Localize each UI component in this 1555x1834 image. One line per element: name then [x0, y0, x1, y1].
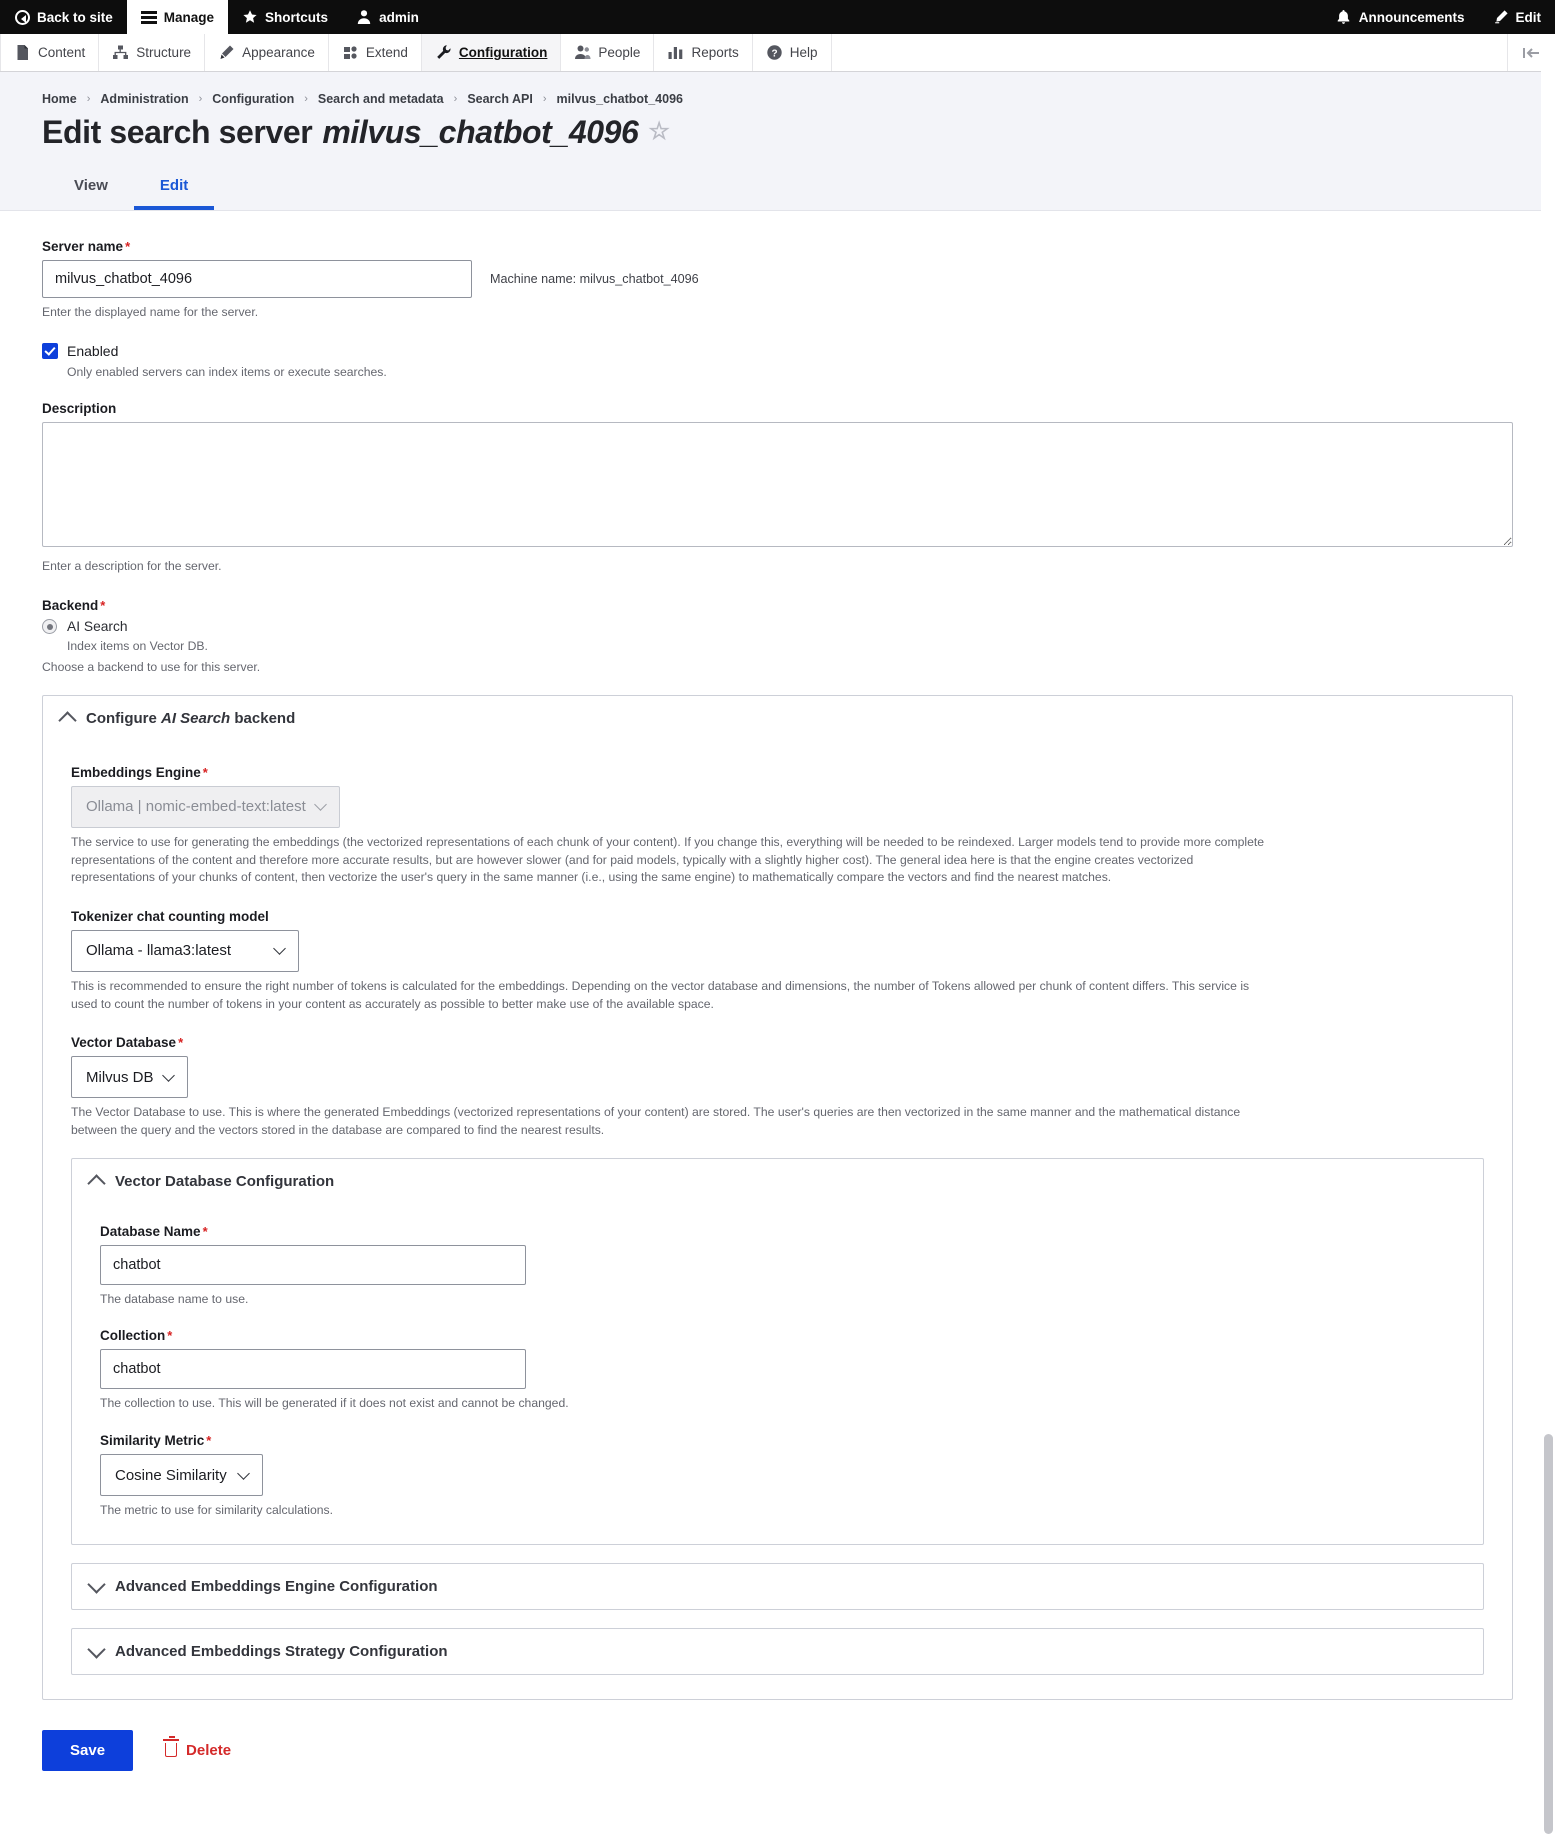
chevron-down-icon [237, 1467, 250, 1480]
manage-label: Manage [164, 10, 214, 25]
backend-label-text: Backend [42, 598, 98, 613]
admin-menu-label: Help [790, 45, 818, 60]
structure-icon [112, 44, 129, 61]
chevron-down-icon [314, 798, 327, 811]
user-icon [356, 9, 372, 25]
breadcrumb-item-configuration[interactable]: Configuration [212, 92, 294, 106]
bell-icon [1336, 9, 1352, 25]
similarity-metric-field-group [100, 1433, 1455, 1520]
chevron-down-icon [273, 943, 286, 956]
similarity-metric-label-text: Similarity Metric [100, 1433, 204, 1448]
configuration-icon [435, 44, 452, 61]
collection-field-group [100, 1328, 1455, 1413]
shortcuts-label: Shortcuts [265, 10, 328, 25]
advanced-embeddings-strategy-summary[interactable] [72, 1629, 1483, 1674]
required-marker-icon: * [203, 1224, 208, 1239]
configure-backend-title-prefix: Configure [86, 710, 157, 727]
reports-icon [667, 44, 684, 61]
toolbar-spacer [433, 0, 1322, 34]
similarity-metric-description: The metric to use for similarity calculations. [100, 1502, 1455, 1520]
vector-database-select[interactable] [71, 1056, 188, 1098]
backend-field-group [42, 598, 1513, 677]
enabled-description: Only enabled servers can index items or execute searches. [67, 365, 1513, 379]
backend-radio-row[interactable] [42, 619, 1513, 634]
delete-label: Delete [186, 1742, 231, 1759]
bookmark-star-icon[interactable]: ☆ [648, 120, 669, 144]
required-marker-icon: * [125, 239, 130, 254]
enabled-checkbox-row[interactable] [42, 343, 1513, 359]
configure-backend-title-italic: AI Search [161, 710, 230, 727]
admin-menu-item-reports[interactable] [654, 34, 752, 71]
admin-menu-label: Extend [366, 45, 408, 60]
form-actions [42, 1730, 1513, 1771]
server-name-description: Enter the displayed name for the server. [42, 304, 1513, 322]
breadcrumb-item-home[interactable]: Home [42, 92, 77, 106]
required-marker-icon: * [203, 765, 208, 780]
admin-menu-label: Reports [691, 45, 738, 60]
enabled-field-group [42, 343, 1513, 379]
collection-input[interactable] [100, 1349, 526, 1389]
chevron-up-icon [58, 711, 76, 729]
admin-menu-item-content[interactable] [0, 34, 99, 71]
advanced-embeddings-strategy-details[interactable] [71, 1628, 1484, 1675]
admin-menu-label: Structure [136, 45, 191, 60]
breadcrumb-item-administration[interactable]: Administration [100, 92, 188, 106]
server-name-field-group [42, 239, 1513, 322]
vector-db-config-body [72, 1204, 1483, 1544]
page-title-prefix: Edit search server [42, 114, 312, 151]
page-title [42, 114, 1513, 151]
description-label: Description [42, 401, 1513, 416]
tokenizer-description: This is recommended to ensure the right number of tokens is calculated for the embeddings. Depending on the vector database and dimensions, the number of Tokens allowed per chunk of content differs. This service is used to count the number of tokens in your content as accurately as possible to better make use of the available space. [71, 978, 1276, 1013]
back-to-site-button[interactable] [0, 0, 127, 34]
collection-description: The collection to use. This will be generated if it does not exist and cannot be changed. [100, 1395, 1455, 1413]
embeddings-engine-field-group [71, 765, 1484, 887]
admin-menu-bar [0, 34, 1555, 72]
embeddings-engine-select [71, 786, 340, 828]
configure-backend-details[interactable] [42, 695, 1513, 1700]
enabled-checkbox[interactable] [42, 343, 58, 359]
extend-icon [342, 44, 359, 61]
required-marker-icon: * [206, 1433, 211, 1448]
description-help: Enter a description for the server. [42, 558, 1513, 576]
vector-db-config-summary[interactable] [72, 1159, 1483, 1204]
required-marker-icon: * [178, 1035, 183, 1050]
backend-option-description: Index items on Vector DB. [67, 639, 1513, 653]
admin-menu-item-people[interactable] [561, 34, 654, 71]
advanced-embeddings-engine-title: Advanced Embeddings Engine Configuration [115, 1578, 438, 1595]
breadcrumb-item-search-api[interactable]: Search API [467, 92, 533, 106]
page-title-server-name: milvus_chatbot_4096 [322, 114, 638, 151]
page-tabs [48, 169, 1513, 210]
similarity-metric-value: Cosine Similarity [115, 1467, 227, 1484]
admin-menu-label: Configuration [459, 45, 547, 60]
database-name-description: The database name to use. [100, 1291, 1455, 1309]
embeddings-engine-label-text: Embeddings Engine [71, 765, 201, 780]
back-to-site-label: Back to site [37, 10, 113, 25]
admin-toolbar [0, 0, 1555, 34]
breadcrumb-item-search-and-metadata[interactable]: Search and metadata [318, 92, 444, 106]
database-name-label-text: Database Name [100, 1224, 201, 1239]
chevron-down-icon [162, 1069, 175, 1082]
announcements-button[interactable] [1322, 0, 1479, 34]
page-header [0, 72, 1555, 211]
database-name-input[interactable] [100, 1245, 526, 1285]
backend-help: Choose a backend to use for this server. [42, 659, 1513, 677]
database-name-field-group [100, 1224, 1455, 1309]
advanced-embeddings-strategy-body [72, 1674, 1483, 1704]
tokenizer-label: Tokenizer chat counting model [71, 909, 1484, 924]
svg-text:?: ? [771, 48, 777, 59]
toolbar-tab-shortcuts[interactable] [228, 0, 342, 34]
database-name-label [100, 1224, 1455, 1239]
people-icon [574, 44, 591, 61]
vector-database-value: Milvus DB [86, 1069, 154, 1086]
embeddings-engine-value: Ollama | nomic-embed-text:latest [86, 798, 306, 815]
breadcrumb-item-current[interactable]: milvus_chatbot_4096 [557, 92, 683, 106]
breadcrumb [42, 92, 1513, 106]
admin-menu-label: Appearance [242, 45, 315, 60]
breadcrumb-separator-icon: › [454, 93, 458, 105]
chevron-up-icon [87, 1174, 105, 1192]
appearance-icon [218, 44, 235, 61]
enabled-label: Enabled [67, 343, 118, 359]
breadcrumb-separator-icon: › [304, 93, 308, 105]
advanced-embeddings-strategy-title: Advanced Embeddings Strategy Configuration [115, 1643, 448, 1660]
admin-menu-filler [832, 34, 1508, 71]
toolbar-right-group [1322, 0, 1555, 34]
server-name-row [42, 260, 1513, 298]
vector-database-label [71, 1035, 1484, 1050]
breadcrumb-separator-icon: › [199, 93, 203, 105]
vector-db-config-title: Vector Database Configuration [115, 1173, 334, 1190]
collection-label [100, 1328, 1455, 1343]
description-field-group [42, 401, 1513, 576]
toolbar-tab-user[interactable] [342, 0, 433, 34]
announcements-label: Announcements [1359, 10, 1465, 25]
tokenizer-select[interactable] [71, 930, 299, 972]
vector-db-config-details[interactable] [71, 1158, 1484, 1545]
save-button[interactable]: Save [42, 1730, 133, 1771]
chevron-down-icon [87, 1641, 105, 1659]
admin-menu-item-configuration[interactable] [422, 34, 561, 71]
chevron-down-icon [87, 1576, 105, 1594]
delete-button[interactable] [159, 1741, 237, 1760]
required-marker-icon: * [100, 598, 105, 613]
page-scrollbar-track[interactable] [1541, 34, 1555, 1831]
advanced-embeddings-engine-summary[interactable] [72, 1564, 1483, 1609]
star-icon [242, 9, 258, 25]
backend-label [42, 598, 1513, 613]
tokenizer-field-group [71, 909, 1484, 1013]
tokenizer-value: Ollama - llama3:latest [86, 942, 231, 959]
hamburger-icon [141, 9, 157, 25]
admin-menu-label: People [598, 45, 640, 60]
edit-mode-button[interactable] [1479, 0, 1555, 34]
backend-radio-ai-search[interactable] [42, 619, 57, 634]
configure-backend-title-suffix: backend [234, 710, 295, 727]
edit-server-form [0, 211, 1555, 1831]
server-name-label [42, 239, 1513, 254]
embeddings-engine-description: The service to use for generating the embeddings (the vectorized representations of each chunk of your content). If you change this, everything will be needed to be reindexed. Larger models tend to provide more complete representations of the content and therefore more accurate results, but are however slower (and for paid models, typically with a slightly higher cost). The general idea here is that the engine creates vectorized representations of your chunks of content, then vectorize the user's query in the same manner (i.e., using the same engine) to mathematically compare the vectors and find the nearest matches. [71, 834, 1276, 887]
vector-database-description: The Vector Database to use. This is where the generated Embeddings (vectorized representations of your content) are stored. The user's queries are then vectorized in the same manner and the mathematical distance between the query and the vectors stored in the database are compared to find the nearest results. [71, 1104, 1271, 1139]
admin-menu-item-appearance[interactable] [205, 34, 329, 71]
admin-menu-label: Content [38, 45, 85, 60]
embeddings-engine-label [71, 765, 1484, 780]
advanced-embeddings-engine-details[interactable] [71, 1563, 1484, 1610]
collection-label-text: Collection [100, 1328, 165, 1343]
tab-view[interactable]: View [48, 169, 134, 210]
page-scrollbar-thumb[interactable] [1544, 1434, 1553, 1834]
configure-backend-body [43, 741, 1512, 1699]
trash-icon [165, 1743, 177, 1757]
toolbar-tab-manage[interactable] [127, 0, 228, 34]
machine-name-text: Machine name: milvus_chatbot_4096 [490, 272, 699, 286]
admin-menu-item-extend[interactable] [329, 34, 422, 71]
server-name-input[interactable] [42, 260, 472, 298]
admin-menu-item-help[interactable] [753, 34, 832, 71]
configure-backend-summary[interactable] [43, 696, 1512, 741]
content-icon [14, 44, 31, 61]
server-name-label-text: Server name [42, 239, 123, 254]
similarity-metric-select[interactable] [100, 1454, 263, 1496]
user-label: admin [379, 10, 419, 25]
help-icon [766, 44, 783, 61]
edit-mode-label: Edit [1516, 10, 1542, 25]
pencil-icon [1493, 9, 1509, 25]
tab-edit[interactable]: Edit [134, 169, 214, 210]
back-arrow-icon [14, 9, 30, 25]
breadcrumb-separator-icon: › [543, 93, 547, 105]
required-marker-icon: * [167, 1328, 172, 1343]
admin-menu-item-structure[interactable] [99, 34, 205, 71]
breadcrumb-separator-icon: › [87, 93, 91, 105]
backend-option-label: AI Search [67, 619, 128, 634]
vector-database-label-text: Vector Database [71, 1035, 176, 1050]
similarity-metric-label [100, 1433, 1455, 1448]
configure-backend-title [86, 710, 295, 727]
vector-database-field-group [71, 1035, 1484, 1139]
description-textarea[interactable] [42, 422, 1513, 547]
